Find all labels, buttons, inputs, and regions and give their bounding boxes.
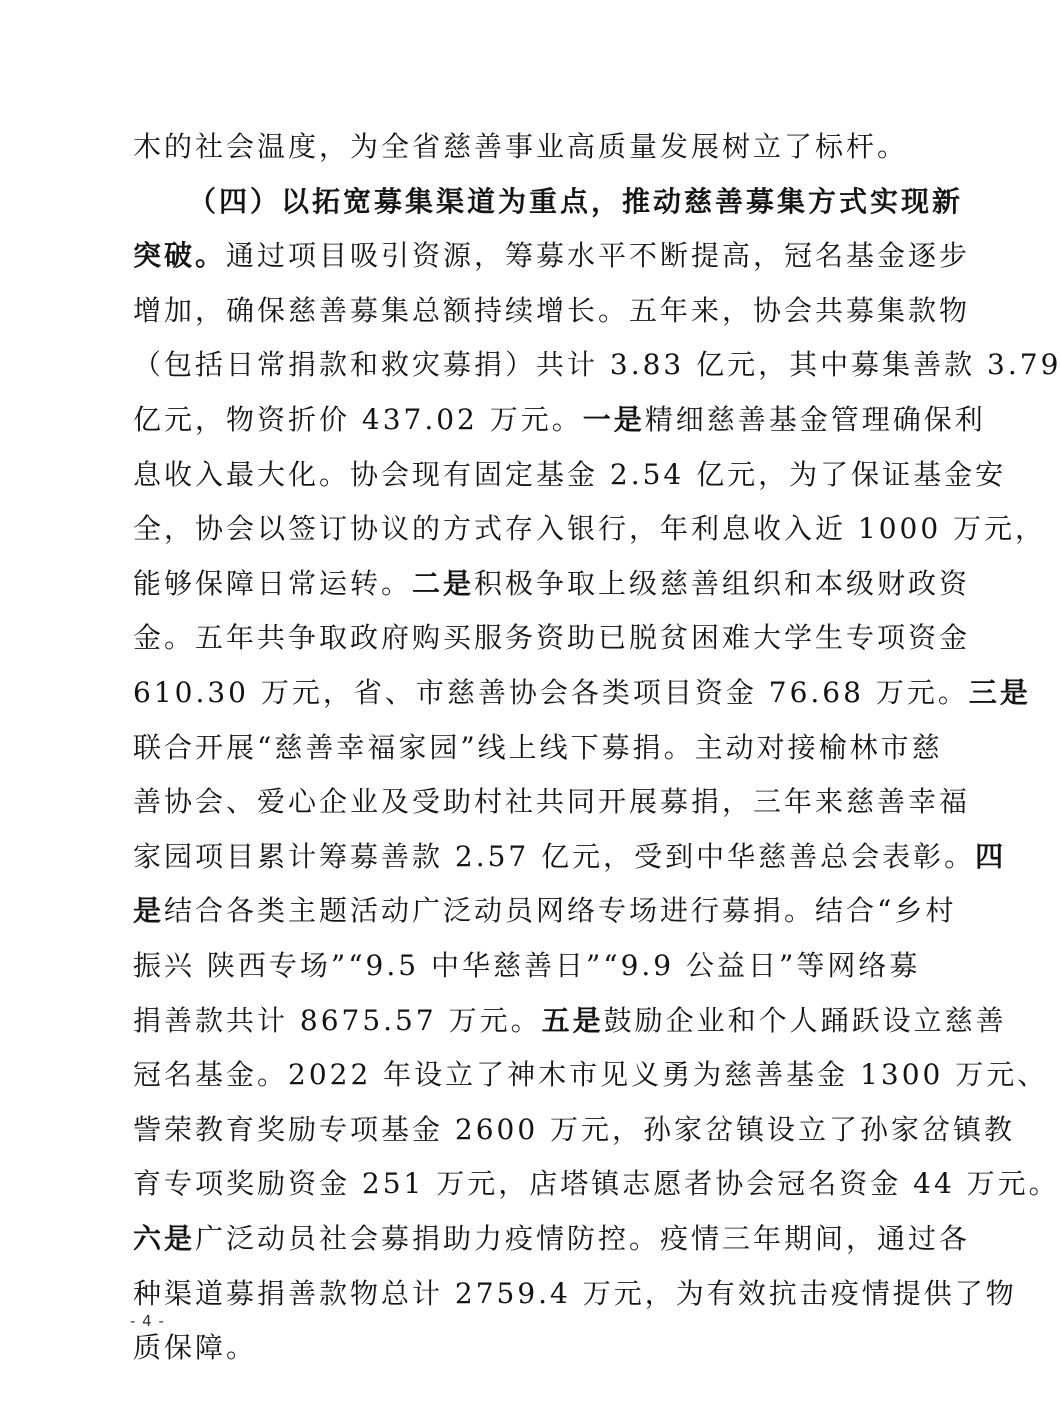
text-line [133, 1274, 1017, 1314]
text-line [133, 1164, 1060, 1204]
text-line [133, 236, 971, 276]
text-span: 种渠道募捐善款物总计 2759.4 万元，为有效抗击疫情提供了物 [133, 1277, 1017, 1310]
section-heading-line [188, 182, 964, 222]
section-heading: （四）以拓宽募集渠道为重点，推动慈善募集方式实现新 [188, 185, 964, 218]
text-span: 全，协会以签订协议的方式存入银行，年利息收入近 1000 万元， [133, 512, 1047, 545]
text-span: 通过项目吸引资源，筹募水平不断提高，冠名基金逐步 [226, 239, 971, 272]
text-line [133, 127, 909, 167]
text-line [133, 891, 957, 931]
text-line [133, 509, 1047, 549]
text-span: 积极争取上级慈善组织和本级财政资 [474, 567, 971, 600]
text-line [133, 673, 1031, 713]
text-span: 增加，确保慈善募集总额持续增长。五年来，协会共募集款物 [133, 294, 971, 327]
text-span: 善协会、爱心企业及受助村社共同开展募捐，三年来慈善幸福 [133, 785, 971, 818]
text-span: （包括日常捐款和救灾募捐）共计 3.83 亿元，其中募集善款 3.79 [133, 348, 1061, 381]
text-span: 鼓励企业和个人踊跃设立慈善 [603, 1004, 1007, 1037]
emphasis-marker: 二是 [412, 567, 475, 600]
emphasis-marker: 三是 [968, 676, 1031, 709]
text-line [133, 1110, 1016, 1150]
text-span: 息收入最大化。协会现有固定基金 2.54 亿元，为了保证基金安 [133, 458, 1007, 491]
page-number: - 4 - [130, 1312, 165, 1330]
text-line [133, 1219, 971, 1259]
text-span: 能够保障日常运转。 [133, 567, 413, 600]
text-span: 金。五年共争取政府购买服务资助已脱贫困难大学生专项资金 [133, 621, 971, 654]
text-span: 捐善款共计 8675.57 万元。 [133, 1004, 542, 1037]
text-span: 木的社会温度，为全省慈善事业高质量发展树立了标杆。 [133, 130, 909, 163]
text-line [133, 946, 921, 986]
text-span: 亿元，物资折价 437.02 万元。 [133, 403, 583, 436]
text-line [133, 455, 1007, 495]
text-line [133, 728, 943, 768]
text-line [133, 564, 971, 604]
text-line [133, 618, 971, 658]
text-span: 结合各类主题活动广泛动员网络专场进行募捐。结合“乡村 [164, 894, 957, 927]
text-line [133, 1001, 1007, 1041]
text-line [133, 291, 971, 331]
text-span: 冠名基金。2022 年设立了神木市见义勇为慈善基金 1300 万元、 [133, 1058, 1049, 1091]
text-span: 家园项目累计筹募善款 2.57 亿元，受到中华慈善总会表彰。 [133, 840, 976, 873]
text-line [133, 1328, 873, 1368]
text-line [133, 837, 1007, 877]
emphasis-marker: 六是 [133, 1222, 196, 1255]
text-line [133, 400, 986, 440]
emphasis-marker: 四 [975, 840, 1007, 873]
text-line [133, 782, 971, 822]
text-line [133, 345, 1061, 385]
text-span: 610.30 万元，省、市慈善协会各类项目资金 76.68 万元。 [133, 676, 969, 709]
emphasis-marker: 是 [133, 894, 165, 927]
text-span: 育专项奖励资金 251 万元，店塔镇志愿者协会冠名资金 44 万元。 [133, 1167, 1060, 1200]
text-line [133, 1055, 1049, 1095]
emphasis-marker: 五是 [541, 1004, 604, 1037]
text-span: 訾荣教育奖励专项基金 2600 万元，孙家岔镇设立了孙家岔镇教 [133, 1113, 1016, 1146]
section-heading-end: 突破。 [133, 239, 227, 272]
text-span: 广泛动员社会募捐助力疫情防控。疫情三年期间，通过各 [195, 1222, 971, 1255]
text-span: 联合开展“慈善幸福家园”线上线下募捐。主动对接榆林市慈 [133, 731, 943, 764]
emphasis-marker: 一是 [582, 403, 645, 436]
text-span: 振兴 陕西专场”“9.5 中华慈善日”“9.9 公益日”等网络募 [133, 949, 921, 982]
text-span: 质保障。 [133, 1331, 258, 1364]
text-span: 精细慈善基金管理确保利 [644, 403, 986, 436]
